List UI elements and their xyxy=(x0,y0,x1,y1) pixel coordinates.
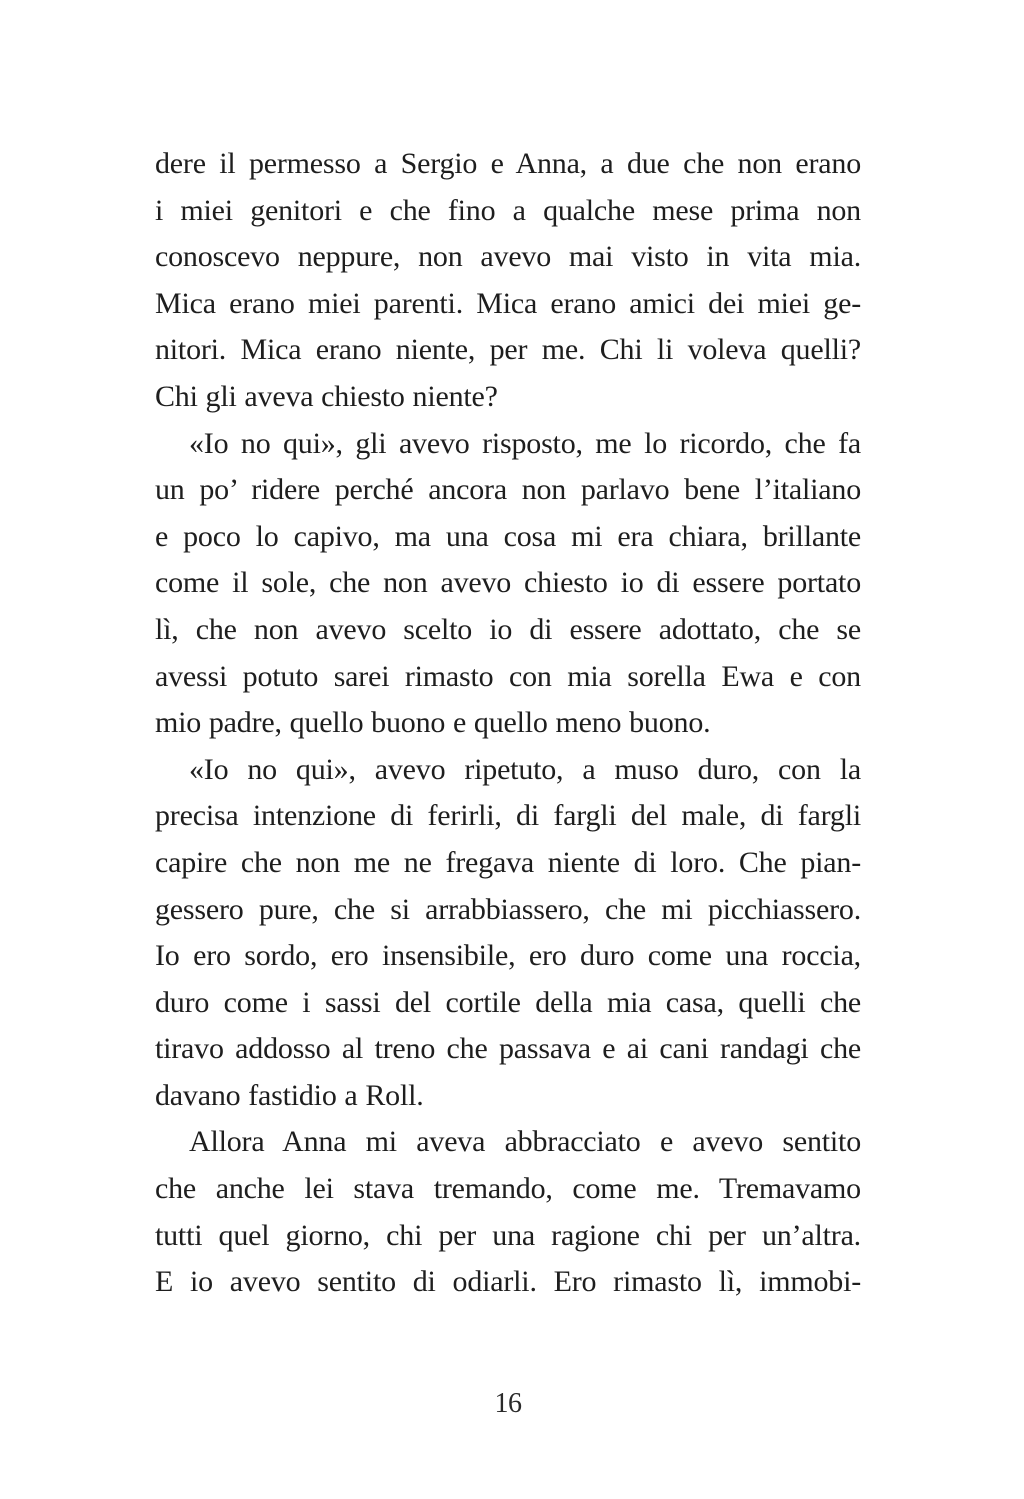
text-line: lì, che non avevo scelto io di essere adottato, che se xyxy=(155,612,861,646)
text-line: dere il permesso a Sergio e Anna, a due che non erano xyxy=(155,147,861,180)
text-line: davano fastidio a Roll. xyxy=(155,1078,424,1112)
text-line: precisa intenzione di ferirli, di fargli del male, di fargli xyxy=(155,799,861,833)
page-text xyxy=(155,141,861,1306)
text-line: Chi gli aveva chiesto niente? xyxy=(155,379,498,413)
text-line: mio padre, quello buono e quello meno buono. xyxy=(155,706,711,740)
paragraph xyxy=(155,141,861,421)
page-number: 16 xyxy=(494,1388,522,1419)
text-line: e poco lo capivo, ma una cosa mi era chiara, brillante xyxy=(155,519,861,553)
text-line: i miei genitori e che fino a qualche mese prima non xyxy=(155,193,861,227)
text-line: duro come i sassi del cortile della mia casa, quelli che xyxy=(155,985,861,1019)
text-line: come il sole, che non avevo chiesto io di essere portato xyxy=(155,566,861,600)
text-line: un po’ ridere perché ancora non parlavo bene l’italiano xyxy=(155,473,861,507)
text-line: Io ero sordo, ero insensibile, ero duro come una roccia, xyxy=(155,939,861,973)
text-line: Mica erano miei parenti. Mica erano amici dei miei ge- xyxy=(155,286,861,320)
text-line: avessi potuto sarei rimasto con mia sorella Ewa e con xyxy=(155,659,861,693)
text-line: gessero pure, che si arrabbiassero, che mi picchiassero. xyxy=(155,892,861,926)
text-line: capire che non me ne fregava niente di loro. Che pian- xyxy=(155,845,861,879)
text-line: tiravo addosso al treno che passava e ai cani randagi che xyxy=(155,1032,861,1066)
paragraph xyxy=(155,421,861,747)
text-line: E io avevo sentito di odiarli. Ero rimasto lì, immobi- xyxy=(155,1265,861,1299)
paragraph xyxy=(155,747,861,1120)
text-line: nitori. Mica erano niente, per me. Chi li voleva quelli? xyxy=(155,333,861,367)
text-line: che anche lei stava tremando, come me. Tremavamo xyxy=(155,1172,861,1206)
text-line: tutti quel giorno, chi per una ragione chi per un’altra. xyxy=(155,1218,861,1252)
paragraph xyxy=(155,1119,861,1305)
text-line: «Io no qui», avevo ripetuto, a muso duro, con la xyxy=(189,752,861,786)
text-line: «Io no qui», gli avevo risposto, me lo ricordo, che fa xyxy=(189,426,861,460)
text-line: conoscevo neppure, non avevo mai visto in vita mia. xyxy=(155,240,861,274)
text-line: Allora Anna mi aveva abbracciato e avevo sentito xyxy=(189,1125,861,1159)
